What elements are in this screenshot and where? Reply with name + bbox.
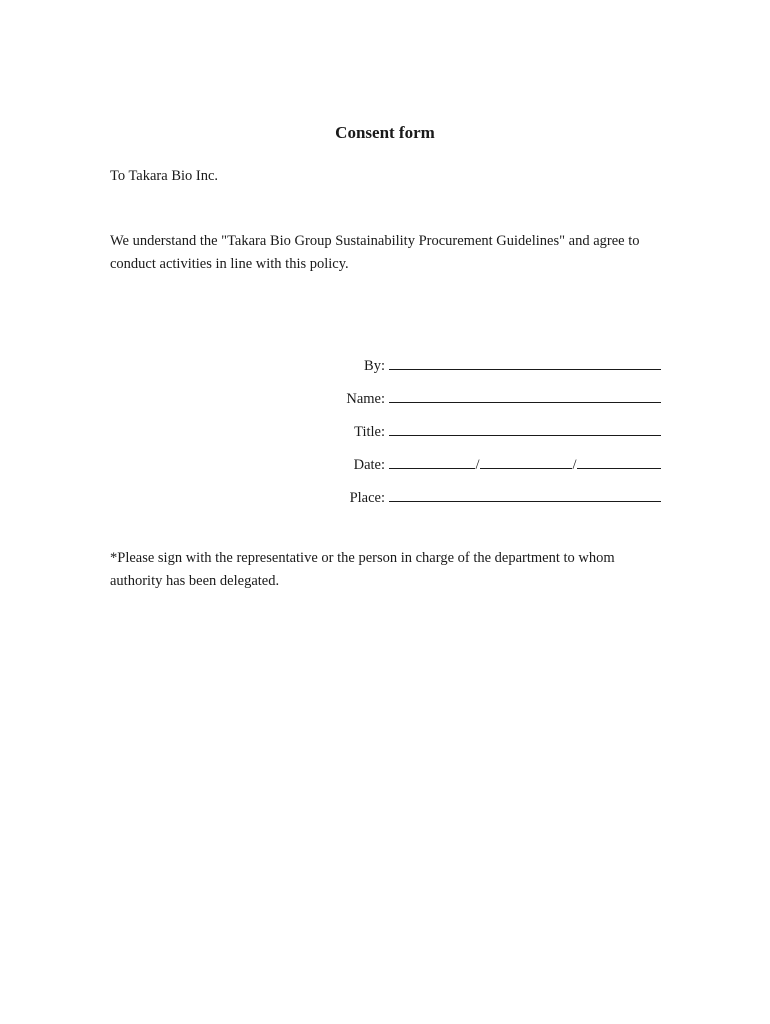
date-separator: / <box>475 457 480 473</box>
place-label: Place: <box>349 490 385 506</box>
name-label: Name: <box>346 391 385 407</box>
date-field-part-1[interactable] <box>389 452 475 469</box>
page-title: Consent form <box>335 123 435 142</box>
title-field[interactable] <box>389 419 661 436</box>
date-separator: / <box>572 457 577 473</box>
addressee: To Takara Bio Inc. <box>110 168 219 184</box>
by-label: By: <box>364 358 385 374</box>
date-row <box>300 452 670 485</box>
date-field-part-3[interactable] <box>577 452 661 469</box>
by-row <box>300 353 670 386</box>
signature-fields <box>300 353 670 518</box>
title-row <box>300 419 670 452</box>
name-field[interactable] <box>389 386 661 403</box>
title-label: Title: <box>354 424 385 440</box>
signing-note: *Please sign with the representative or the person in charge of the department to whom authority has been delegated. <box>110 550 615 589</box>
by-field[interactable] <box>389 353 661 370</box>
consent-statement: We understand the "Takara Bio Group Sustainability Procurement Guidelines" and agree to conduct activities in line with this policy. <box>110 233 640 272</box>
name-row <box>300 386 670 419</box>
date-label: Date: <box>353 457 385 473</box>
date-field-group <box>389 452 661 476</box>
place-field[interactable] <box>389 485 661 502</box>
date-field-part-2[interactable] <box>480 452 572 469</box>
place-row <box>300 485 670 518</box>
